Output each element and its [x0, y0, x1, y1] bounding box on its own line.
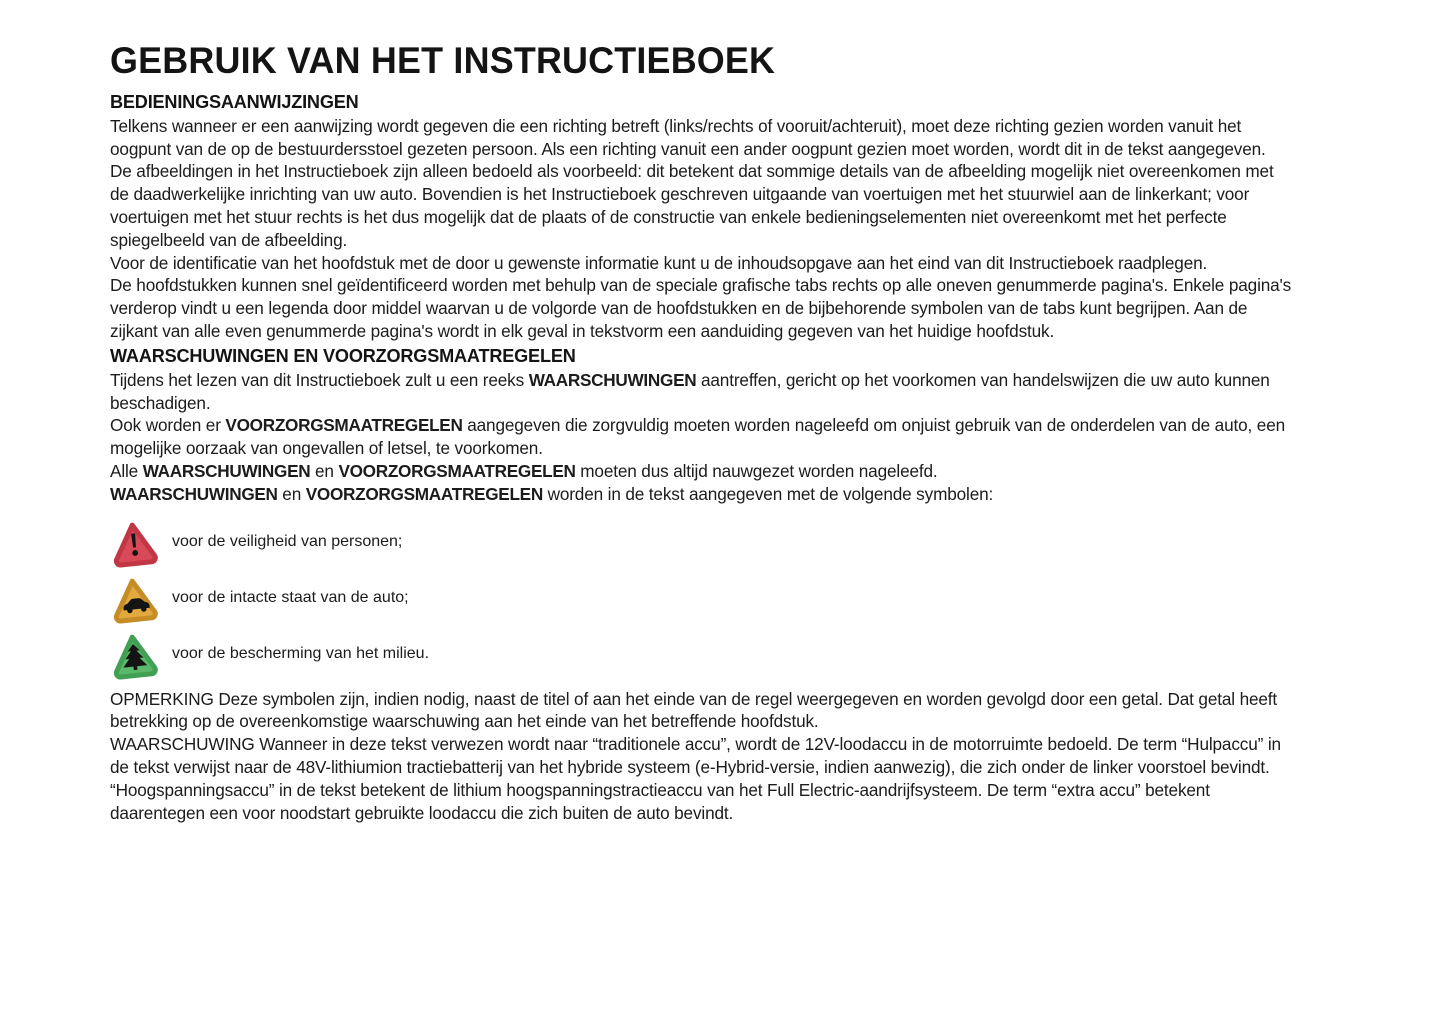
- symbol-row-safety: [110, 516, 1292, 568]
- page-content: [110, 42, 1292, 824]
- paragraph-symbols-intro: WAARSCHUWINGEN en VOORZORGSMAATREGELEN worden in de tekst aangegeven met de volgende symbolen:: [110, 483, 994, 504]
- page-title: GEBRUIK VAN HET INSTRUCTIEBOEK: [110, 40, 776, 81]
- paragraph-always-observe: Alle WAARSCHUWINGEN en VOORZORGSMAATREGELEN moeten dus altijd nauwgezet worden nageleefd.: [110, 461, 938, 481]
- section-heading-waarschuwingen: WAARSCHUWINGEN EN VOORZORGSMAATREGELEN: [110, 344, 576, 366]
- section-heading-bedieningsaanwijzingen: BEDIENINGSAANWIJZINGEN: [110, 90, 359, 112]
- paragraph-chapter-tabs: De hoofdstukken kunnen snel geïdentificeerd worden met behulp van de speciale grafische tabs rechts op alle oneven genummerde pagina's. Enkele pagina's verderop vindt u een legenda door middel waarvan u de volgorde van de hoofdstukken en de bijbehorende symbolen van de tabs kunt begrijpen. Aan de zijkant van alle even genummerde pagina's wordt in elk geval in tekstvorm een aanduiding gegeven van het huidige hoofdstuk.: [110, 275, 1292, 342]
- paragraph-waarschuwing-accu: WAARSCHUWING Wanneer in deze tekst verwezen wordt naar “traditionele accu”, wordt de 12V-loodaccu in de motorruimte bedoeld. De term “Hulpaccu” in de tekst verwijst naar de 48V-lithiumion tractiebatterij van het hybride systeem (e-Hybrid-versie, indien aanwezig), die zich onder de linker voorstoel bevindt. “Hoogspanningsaccu” in de tekst betekent de lithium hoogspanningstractieaccu van het Full Electric-aandrijfsysteem. De term “extra accu” betekent daarentegen een voor noodstart gebruikte loodaccu die zich buiten de auto bevindt.: [110, 734, 1281, 823]
- paragraph-opmerking: OPMERKING Deze symbolen zijn, indien nodig, naast de titel of aan het einde van de regel weergegeven en worden gevolgd door een getal. Dat getal heeft betrekking op de overeenkomstige waarschuwing aan het einde van het betreffende hoofdstuk.: [110, 688, 1278, 732]
- safety-warning-triangle-icon: [108, 514, 161, 569]
- symbol-row-car: [110, 572, 1292, 624]
- symbol-label-safety: voor de veiligheid van personen;: [172, 532, 403, 550]
- paragraph-illustrations: De afbeeldingen in het Instructieboek zijn alleen bedoeld als voorbeeld: dit betekent dat sommige details van de afbeelding mogelijk niet overeenkomen met de daadwerkelijke inrichting van uw auto. Bovendien is het Instructieboek geschreven uitgaande van voertuigen met het stuurwiel aan de linkerkant; voor voertuigen met het stuur rechts is het dus mogelijk dat de plaats of de constructie van enkele bedieningselementen niet overeenkomt met het perfecte spiegelbeeld van de afbeelding.: [110, 161, 1274, 250]
- symbol-row-environment: [110, 628, 1292, 680]
- symbol-legend: [110, 516, 1292, 680]
- symbol-label-car: voor de intacte staat van de auto;: [172, 588, 409, 606]
- paragraph-directions: Telkens wanneer er een aanwijzing wordt gegeven die een richting betreft (links/rechts of vooruit/achteruit), moet deze richting gezien worden vanuit het oogpunt van de op de bestuurdersstoel gezeten persoon. Als een richting vanuit een ander oogpunt gezien moet worden, wordt dit in de tekst aangegeven.: [110, 115, 1266, 159]
- paragraph-warnings-intro: Tijdens het lezen van dit Instructieboek zult u een reeks WAARSCHUWINGEN aantreffen, gericht op het voorkomen van handelswijzen die uw auto kunnen beschadigen.: [110, 369, 1270, 413]
- environment-warning-triangle-icon: [108, 626, 161, 681]
- paragraph-table-of-contents: Voor de identificatie van het hoofdstuk met de door u gewenste informatie kunt u de inhoudsopgave aan het eind van dit Instructieboek raadplegen.: [110, 252, 1208, 273]
- symbol-label-environment: voor de bescherming van het milieu.: [172, 644, 430, 662]
- car-damage-warning-triangle-icon: [108, 570, 161, 625]
- paragraph-precautions-intro: Ook worden er VOORZORGSMAATREGELEN aangegeven die zorgvuldig moeten worden nageleefd om onjuist gebruik van de onderdelen van de auto, een mogelijke oorzaak van ongevallen of letsel, te voorkomen.: [110, 415, 1286, 459]
